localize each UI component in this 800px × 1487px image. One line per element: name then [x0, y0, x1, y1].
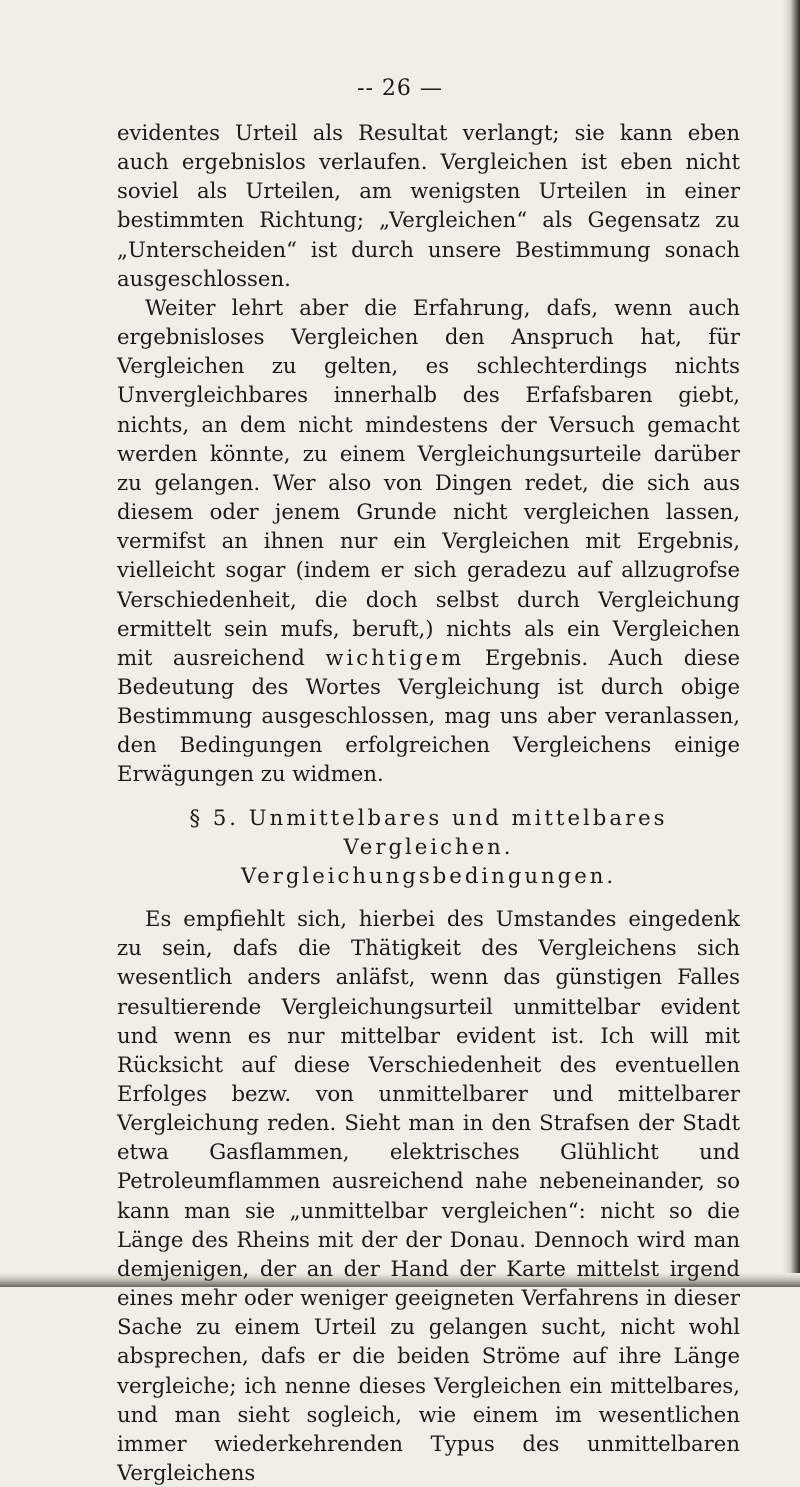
emphasized-word: wichtigem: [325, 644, 465, 670]
paragraph-2: [117, 293, 740, 789]
body-text: [117, 118, 740, 1487]
paragraph-2-part-b: Ergebnis. Auch diese Bedeutung des Wortes Vergleichung ist durch obige Bestimmung ausgeschlossen, mag uns aber veranlassen, den Bedingungen erfolgreichen Vergleichens einige Erwägungen zu widmen.: [117, 644, 740, 787]
page-number-header: -- 26 —: [357, 76, 443, 101]
section-heading-title: § 5. Unmittelbares und mittelbares Vergleichen.: [189, 804, 668, 859]
paragraph-2-part-a: Weiter lehrt aber die Erfahrung, dafs, wenn auch ergebnisloses Vergleichen den Anspruch hat, für Vergleichen zu gelten, es schlechterdings nichts Unvergleichbares innerhalb des Erfafsbaren giebt, nichts, an dem nicht mindestens der Versuch gemacht werden könnte, zu einem Vergleichungsurteile darüber zu gelangen. Wer also von Dingen redet, die sich aus diesem oder jenem Grunde nicht vergleichen lassen, vermifst an ihnen nur ein Vergleichen mit Ergebnis, vielleicht sogar (indem er sich geradezu auf allzugrofse Verschiedenheit, die doch selbst durch Vergleichung ermittelt sein mufs, beruft,) nichts als ein Vergleichen mit ausreichend: [117, 294, 740, 670]
paragraph-1: evidentes Urteil als Resultat verlangt; sie kann eben auch ergebnislos verlaufen. Vergleichen ist eben nicht soviel als Urteilen, am wenigsten Urteilen in einer bestimmten Richtung; „Vergleichen“ als Gegensatz zu „Unterscheiden“ ist durch unsere Bestimmung sonach ausgeschlossen.: [117, 120, 740, 291]
paragraph-3: Es empfiehlt sich, hierbei des Umstandes eingedenk zu sein, dafs die Thätigkeit des Vergleichens sich wesentlich anders anläfst, wenn das günstigen Falles resultierende Vergleichungsurteil unmittelbar evident und wenn es nur mittelbar evident ist. Ich will mit Rücksicht auf diese Verschiedenheit des eventuellen Erfolges bezw. von unmittelbarer und mittelbarer Vergleichung reden. Sieht man in den Strafsen der Stadt etwa Gasflammen, elektrisches Glühlicht und Petroleumflammen ausreichend nahe nebeneinander, so kann man sie „unmittelbar vergleichen“: nicht so die Länge des Rheins mit der der Donau. Dennoch wird man demjenigen, der an der Hand der Karte mittelst irgend eines mehr oder weniger geeigneten Verfahrens in dieser Sache zu einem Urteil zu gelangen sucht, nicht wohl absprechen, dafs er die beiden Ströme auf ihre Länge vergleiche; ich nenne dieses Vergleichen ein mittelbares, und man sieht sogleich, wie einem im wesentlichen immer wiederkehrenden Typus des unmittelbaren Vergleichens: [117, 906, 740, 1486]
page-edge-shadow: [782, 0, 800, 1287]
section-heading: [117, 803, 740, 890]
section-heading-subtitle: Vergleichungsbedingungen.: [240, 862, 617, 888]
